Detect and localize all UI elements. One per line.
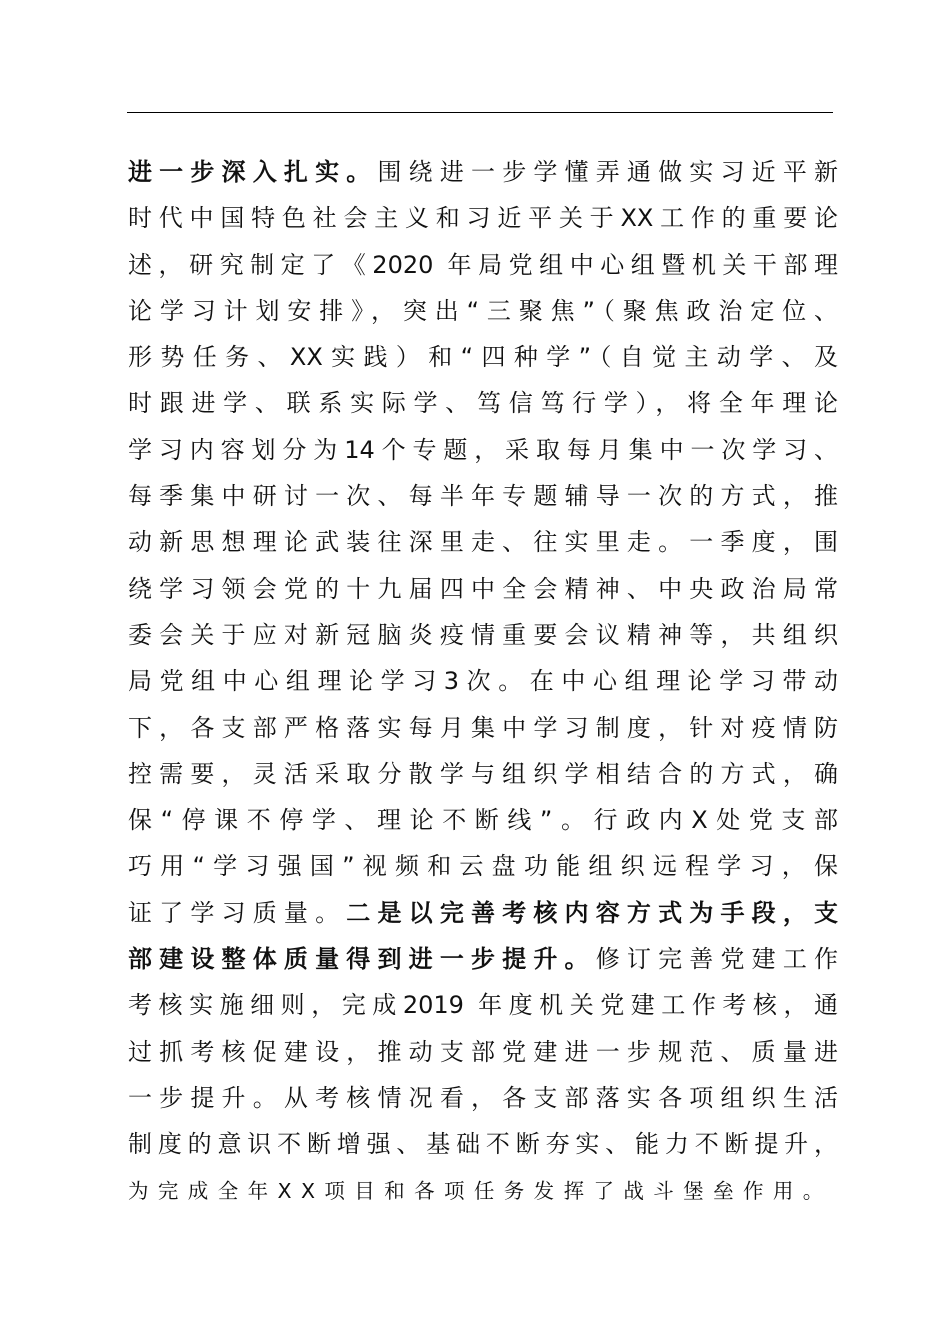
paragraph-line bbox=[128, 288, 838, 334]
paragraph-line bbox=[128, 890, 838, 936]
paragraph-line bbox=[128, 1029, 838, 1075]
text-segment: 巧用“学习强国”视频和云盘功能组织远程学习，保 bbox=[128, 852, 838, 881]
text-segment: 保“停课不停学、理论不断线”。行政内X处党支部 bbox=[128, 806, 838, 835]
paragraph-line bbox=[128, 751, 838, 797]
paragraph-line bbox=[128, 149, 838, 195]
text-segment: 考核实施细则，完成2019 年度机关党建工作考核，通 bbox=[128, 991, 838, 1020]
paragraph-line bbox=[128, 1168, 838, 1214]
paragraph-line bbox=[128, 566, 838, 612]
paragraph-line bbox=[128, 473, 838, 519]
text-segment: 述，研究制定了《2020 年局党组中心组暨机关干部理 bbox=[128, 250, 838, 279]
text-segment: 动新思想理论武装往深里走、往实里走。一季度，围 bbox=[128, 528, 838, 557]
text-segment: 每季集中研讨一次、每半年专题辅导一次的方式，推 bbox=[128, 482, 838, 511]
paragraph-line bbox=[128, 334, 838, 380]
document-body bbox=[128, 149, 838, 1214]
text-segment: 学习内容划分为14个专题，采取每月集中一次学习、 bbox=[128, 435, 838, 464]
paragraph-line bbox=[128, 612, 838, 658]
bold-text-segment: 进一步深入扎实。 bbox=[128, 158, 378, 186]
paragraph-line bbox=[128, 936, 838, 982]
paragraph-line bbox=[128, 519, 838, 565]
paragraph-line bbox=[128, 380, 838, 426]
paragraph-line bbox=[128, 843, 838, 889]
text-segment: 形势任务、XX实践）和“四种学”（自觉主动学、及 bbox=[128, 343, 838, 372]
paragraph-line bbox=[128, 427, 838, 473]
bold-text-segment: 二是以完善考核内容方式为手段，支 bbox=[346, 898, 839, 927]
text-segment: 围绕进一步学懂弄通做实习近平新 bbox=[377, 158, 839, 186]
text-segment: 局党组中心组理论学习3次。在中心组理论学习带动 bbox=[128, 667, 838, 696]
header-rule bbox=[127, 112, 833, 113]
text-segment: 论学习计划安排》，突出“三聚焦”（聚焦政治定位、 bbox=[128, 296, 838, 325]
paragraph-line bbox=[128, 195, 838, 241]
paragraph-line bbox=[128, 797, 838, 843]
text-segment: 时代中国特色社会主义和习近平关于XX工作的重要论 bbox=[128, 204, 838, 233]
bold-text-segment: 部建设整体质量得到进一步提升。 bbox=[128, 945, 596, 974]
text-segment: 一步提升。从考核情况看，各支部落实各项组织生活 bbox=[128, 1083, 838, 1112]
paragraph-line bbox=[128, 982, 838, 1028]
text-segment: 绕学习领会党的十九届四中全会精神、中央政治局常 bbox=[128, 574, 838, 603]
text-segment: 委会关于应对新冠脑炎疫情重要会议精神等，共组织 bbox=[128, 620, 838, 649]
text-segment: 为完成全年XX项目和各项任务发挥了战斗堡垒作用。 bbox=[128, 1178, 833, 1203]
paragraph-line bbox=[128, 705, 838, 751]
text-segment: 制度的意识不断增强、基础不断夯实、能力不断提升， bbox=[128, 1130, 838, 1159]
paragraph-line bbox=[128, 1121, 838, 1167]
paragraph-line bbox=[128, 1075, 838, 1121]
text-segment: 过抓考核促建设，推动支部党建进一步规范、质量进 bbox=[128, 1037, 838, 1066]
text-segment: 证了学习质量。 bbox=[128, 898, 347, 927]
text-segment: 修订完善党建工作 bbox=[595, 945, 839, 974]
text-segment: 控需要，灵活采取分散学与组织学相结合的方式，确 bbox=[128, 759, 838, 788]
text-segment: 下，各支部严格落实每月集中学习制度，针对疫情防 bbox=[128, 713, 838, 742]
text-segment: 时跟进学、联系实际学、笃信笃行学），将全年理论 bbox=[128, 389, 838, 418]
paragraph-line bbox=[128, 242, 838, 288]
paragraph-line bbox=[128, 658, 838, 704]
